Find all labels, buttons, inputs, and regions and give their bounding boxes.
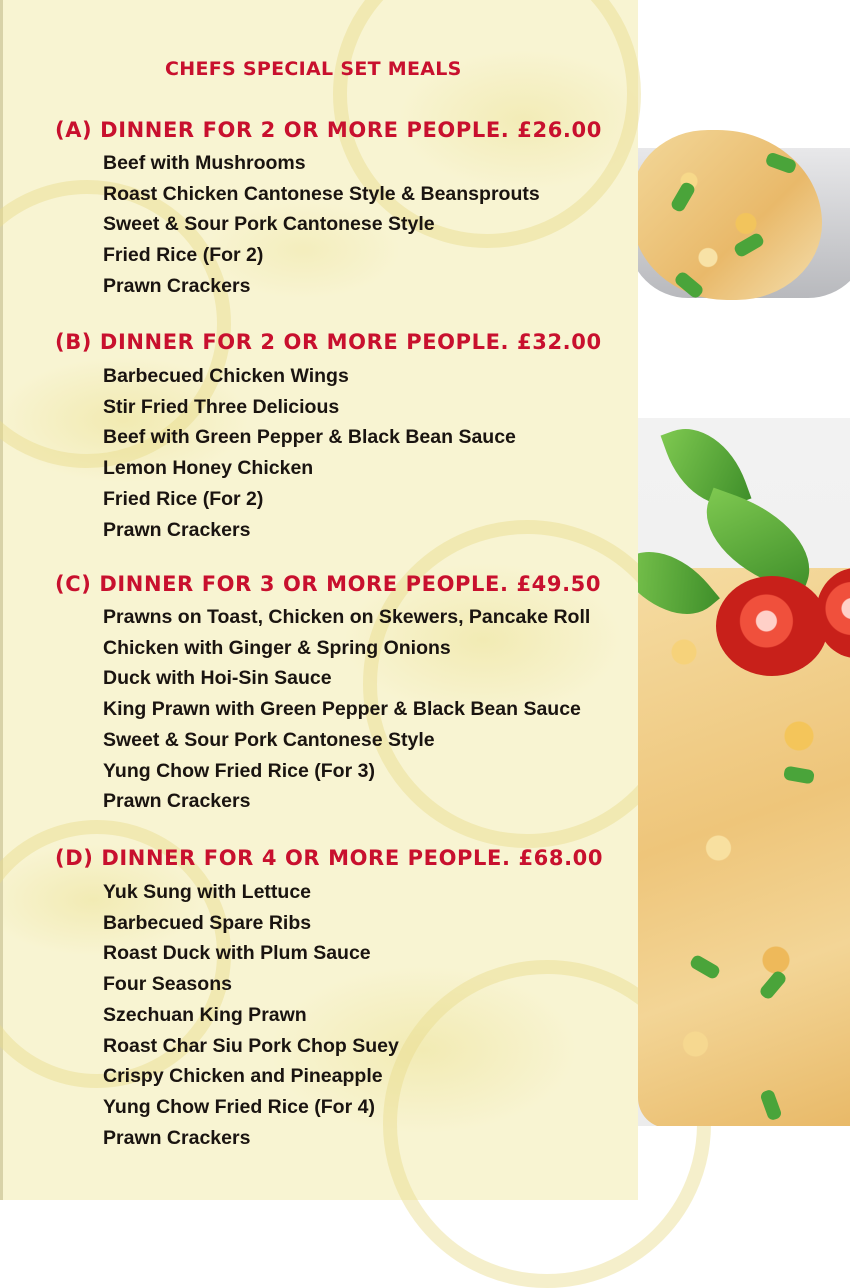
fried-rice-dish-photo	[638, 418, 850, 1126]
menu-item: Chicken with Ginger & Spring Onions	[103, 636, 451, 659]
menu-item: Fried Rice (For 2)	[103, 487, 264, 510]
set-meal-b-heading: (B) DINNER FOR 2 OR MORE PEOPLE. £32.00	[55, 330, 602, 354]
menu-item: Roast Duck with Plum Sauce	[103, 942, 371, 965]
menu-item: Prawn Crackers	[103, 790, 251, 813]
menu-item: Lemon Honey Chicken	[103, 457, 314, 480]
fried-rice-spoon-photo	[638, 128, 850, 330]
menu-item: Stir Fried Three Delicious	[103, 395, 340, 418]
menu-item: Prawn Crackers	[103, 1126, 251, 1149]
cherry-tomato	[716, 576, 828, 676]
menu-item: Szechuan King Prawn	[103, 1003, 307, 1026]
menu-item: Duck with Hoi-Sin Sauce	[103, 667, 332, 690]
menu-item: Barbecued Spare Ribs	[103, 911, 312, 934]
menu-item: Roast Char Siu Pork Chop Suey	[103, 1034, 399, 1057]
menu-item: Beef with Mushrooms	[103, 152, 306, 174]
menu-item: Prawns on Toast, Chicken on Skewers, Pancake Roll	[103, 606, 591, 628]
set-meal-c-heading: (C) DINNER FOR 3 OR MORE PEOPLE. £49.50	[55, 572, 602, 596]
menu-item: Sweet & Sour Pork Cantonese Style	[103, 728, 435, 751]
menu-item: King Prawn with Green Pepper & Black Bean Sauce	[103, 698, 581, 721]
menu-item: Four Seasons	[103, 973, 232, 996]
menu-item: Sweet & Sour Pork Cantonese Style	[103, 213, 435, 236]
set-meal-c-items	[103, 602, 590, 817]
set-meal-b-items	[103, 361, 516, 545]
menu-item: Roast Chicken Cantonese Style & Beansprouts	[103, 182, 540, 205]
set-meal-a-heading: (A) DINNER FOR 2 OR MORE PEOPLE. £26.00	[55, 118, 602, 142]
menu-item: Yuk Sung with Lettuce	[103, 881, 312, 903]
set-meal-d-items	[103, 877, 399, 1153]
page-title: CHEFS SPECIAL SET MEALS	[165, 58, 462, 80]
menu-item: Beef with Green Pepper & Black Bean Sauce	[103, 426, 516, 449]
set-meal-a-items	[103, 148, 540, 302]
menu-item: Yung Chow Fried Rice (For 4)	[103, 1095, 375, 1118]
menu-item: Barbecued Chicken Wings	[103, 365, 349, 387]
menu-item: Prawn Crackers	[103, 518, 251, 541]
set-meal-d-heading: (D) DINNER FOR 4 OR MORE PEOPLE. £68.00	[55, 846, 604, 870]
menu-item: Prawn Crackers	[103, 274, 251, 297]
menu-item: Fried Rice (For 2)	[103, 244, 264, 267]
menu-item: Crispy Chicken and Pineapple	[103, 1065, 383, 1088]
menu-item: Yung Chow Fried Rice (For 3)	[103, 759, 375, 782]
